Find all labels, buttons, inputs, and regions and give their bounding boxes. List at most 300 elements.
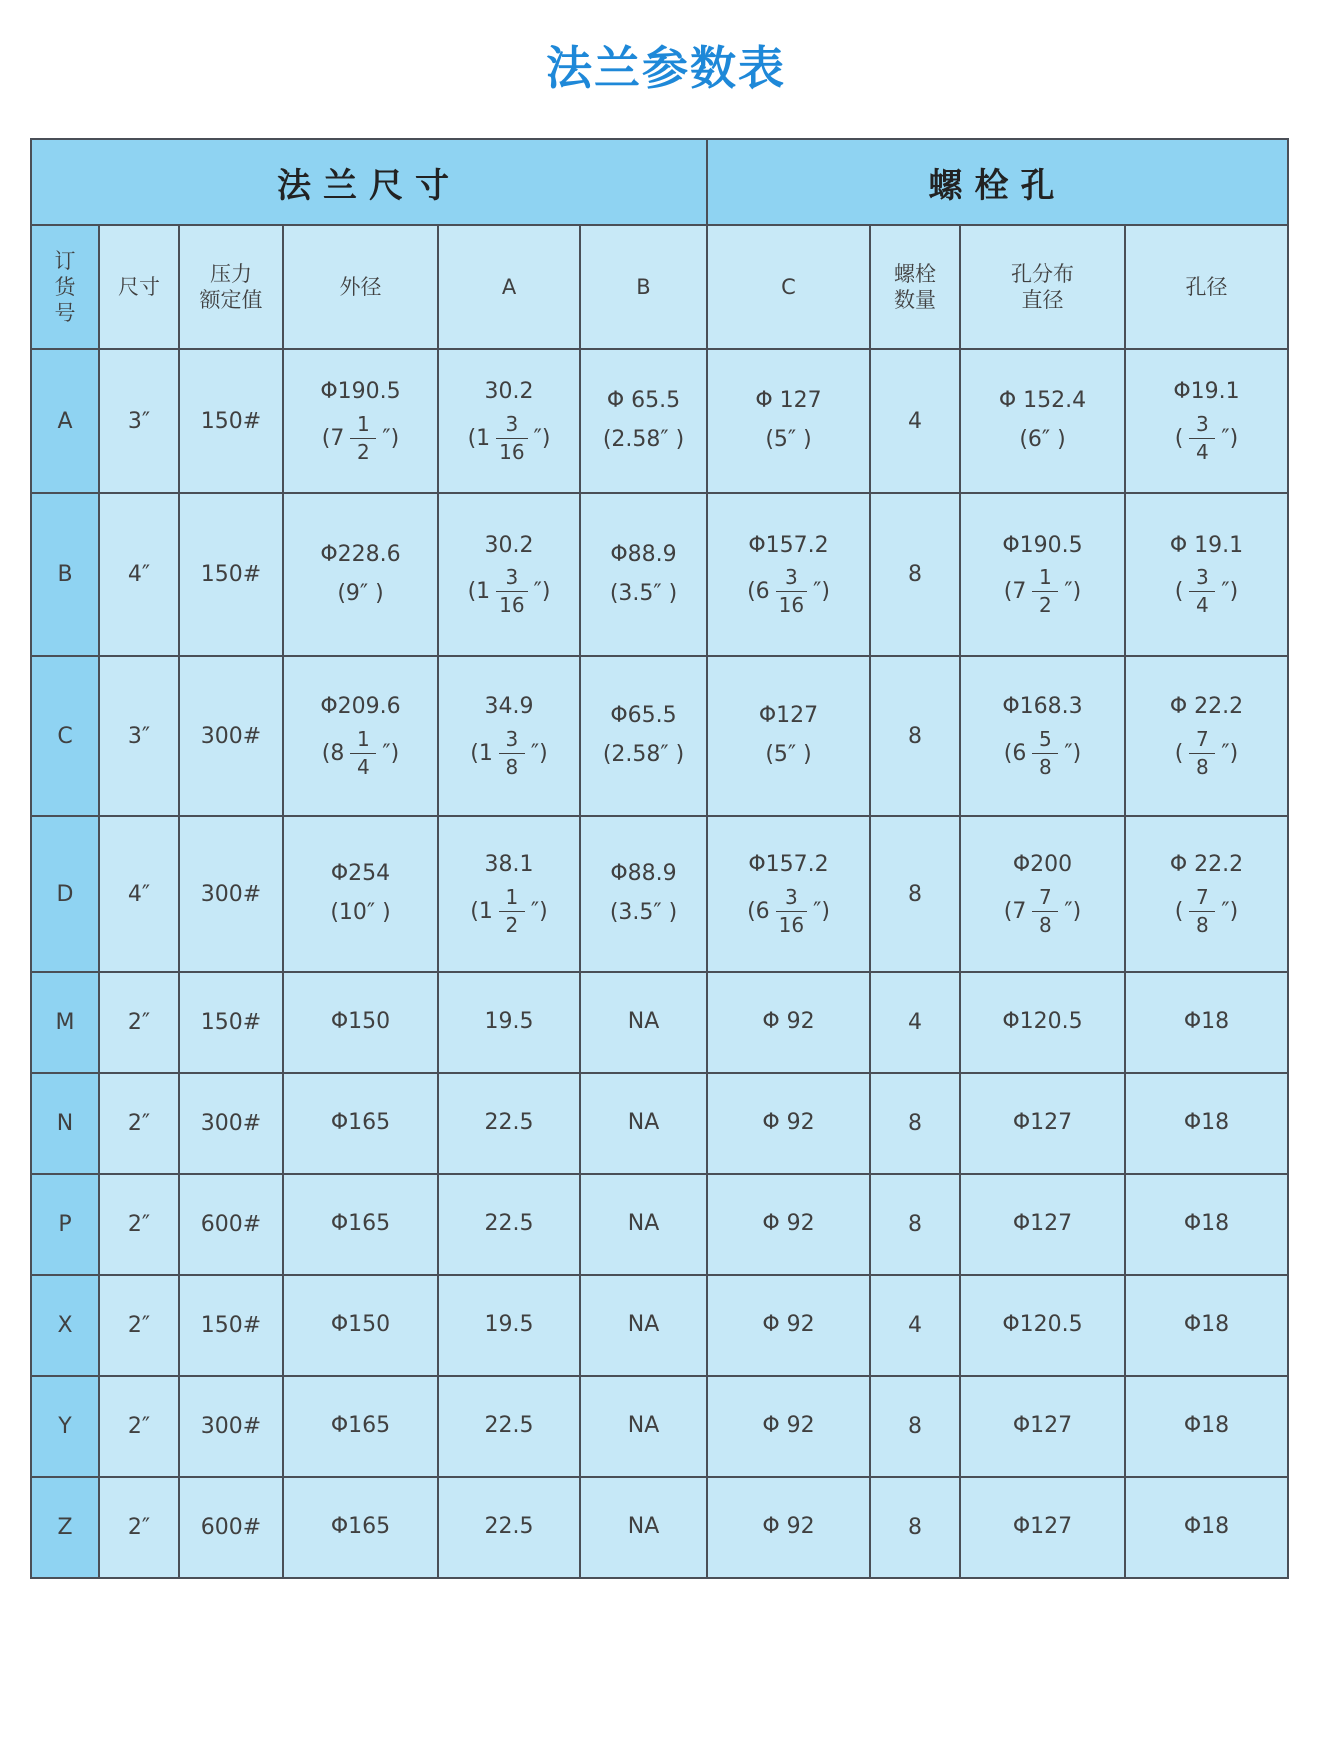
cell-b: [580, 493, 707, 656]
cell-outer-content: [284, 378, 437, 464]
cell-outer-content: [284, 1109, 437, 1138]
cell-hole-diameter: [1125, 493, 1288, 656]
cell-metric-value: Φ120.5: [1002, 1312, 1083, 1338]
fraction-prefix: (7: [1003, 579, 1027, 605]
cell-bolt-count: 8: [870, 656, 960, 816]
cell-pcd: [960, 493, 1125, 656]
fraction: [776, 886, 807, 937]
cell-metric-value: Φ 152.4: [998, 388, 1087, 414]
cell-a: [438, 349, 580, 493]
cell-a-content: [439, 1412, 579, 1441]
cell-hole-diameter-content: [1126, 1109, 1287, 1138]
cell-hole-diameter: [1125, 972, 1288, 1073]
fraction-suffix: ″): [533, 425, 551, 451]
cell-hole-diameter-content: [1126, 1311, 1287, 1340]
cell-metric-value: Φ88.9: [610, 541, 677, 567]
table-row: [31, 349, 1288, 493]
cell-c-content: [708, 1311, 869, 1340]
cell-outer-content: [284, 1210, 437, 1239]
cell-metric-value: Φ 22.2: [1169, 694, 1244, 720]
fraction-bar: [496, 438, 527, 439]
cell-metric-value: Φ 92: [762, 1110, 815, 1136]
cell-a: [438, 1073, 580, 1174]
fraction-denominator: 8: [505, 754, 519, 779]
cell-hole-diameter: [1125, 816, 1288, 972]
cell-metric-value: Φ200: [1012, 852, 1073, 878]
cell-size: 2″: [99, 1275, 179, 1376]
cell-a: [438, 1174, 580, 1275]
fraction-bar: [1032, 591, 1058, 592]
cell-imperial-fraction: [468, 566, 551, 617]
cell-order-number: C: [31, 656, 99, 816]
cell-pcd: [960, 972, 1125, 1073]
cell-c-content: [708, 702, 869, 769]
cell-size: 2″: [99, 972, 179, 1073]
fraction-denominator: 4: [1196, 439, 1209, 464]
cell-metric-value: 19.5: [484, 1009, 534, 1035]
fraction-bar: [499, 911, 525, 912]
cell-c: [707, 656, 870, 816]
col-header-order-char: 货: [54, 274, 76, 299]
cell-pressure-rating: 600#: [179, 1477, 283, 1578]
cell-c: [707, 816, 870, 972]
col-header-pcd-line: 直径: [1021, 288, 1064, 312]
cell-c-content: [708, 532, 869, 618]
fraction-denominator: 8: [1039, 754, 1052, 779]
col-header-b: B: [580, 225, 707, 349]
cell-a-content: [439, 693, 579, 779]
cell-size: 3″: [99, 349, 179, 493]
cell-outer-content: [284, 1412, 437, 1441]
cell-pcd: [960, 1477, 1125, 1578]
cell-metric-value: Φ127: [1012, 1413, 1073, 1439]
col-header-order-char: 号: [54, 301, 76, 326]
cell-b-content: [581, 541, 706, 608]
cell-pcd: [960, 1275, 1125, 1376]
cell-c-content: [708, 1412, 869, 1441]
col-header-outer-diameter: 外径: [283, 225, 438, 349]
col-header-hole-diameter: 孔径: [1125, 225, 1288, 349]
cell-a-content: [439, 1311, 579, 1340]
cell-metric-value: NA: [627, 1413, 660, 1439]
cell-bolt-count: 8: [870, 1477, 960, 1578]
fraction: [1189, 566, 1215, 617]
cell-bolt-count: 8: [870, 1174, 960, 1275]
cell-hole-diameter: [1125, 1174, 1288, 1275]
cell-pcd: [960, 1174, 1125, 1275]
fraction-prefix: (6: [747, 579, 770, 605]
cell-bolt-count: 8: [870, 493, 960, 656]
fraction-prefix: (: [1174, 579, 1184, 605]
cell-size: 3″: [99, 656, 179, 816]
cell-metric-value: Φ 92: [762, 1312, 815, 1338]
fraction-suffix: ″): [530, 740, 548, 766]
cell-c-content: [708, 1109, 869, 1138]
cell-hole-diameter: [1125, 349, 1288, 493]
cell-pcd: [960, 1073, 1125, 1174]
cell-bolt-count: 8: [870, 1376, 960, 1477]
cell-b-content: [581, 1412, 706, 1441]
cell-metric-value: Φ165: [330, 1514, 391, 1540]
cell-c: [707, 1275, 870, 1376]
cell-hole-diameter-content: [1126, 1412, 1287, 1441]
fraction-denominator: 16: [778, 593, 805, 618]
cell-metric-value: Φ165: [330, 1211, 391, 1237]
cell-imperial-fraction: [470, 728, 547, 779]
fraction-numerator: 7: [1196, 726, 1209, 751]
cell-outer-content: [284, 541, 437, 608]
cell-metric-value: Φ18: [1183, 1110, 1230, 1136]
cell-metric-value: Φ165: [330, 1413, 391, 1439]
fraction-denominator: 4: [1196, 593, 1209, 618]
cell-pressure-rating: 150#: [179, 349, 283, 493]
cell-metric-value: Φ 19.1: [1169, 532, 1244, 558]
cell-pressure-rating: 150#: [179, 1275, 283, 1376]
cell-metric-value: NA: [627, 1110, 660, 1136]
fraction-prefix: (7: [321, 425, 345, 451]
cell-pressure-rating: 600#: [179, 1174, 283, 1275]
cell-c-content: [708, 1513, 869, 1542]
cell-pressure-rating: 150#: [179, 493, 283, 656]
table-row: [31, 972, 1288, 1073]
cell-metric-value: Φ127: [1012, 1110, 1073, 1136]
table-row: [31, 656, 1288, 816]
fraction-suffix: ″): [382, 740, 400, 766]
cell-metric-value: Φ190.5: [1002, 532, 1083, 558]
fraction-bar: [1189, 753, 1215, 754]
group-header-row: [31, 139, 1288, 225]
cell-metric-value: 30.2: [484, 532, 534, 558]
col-header-bolt-count-line: 数量: [894, 288, 936, 312]
fraction-numerator: 1: [357, 411, 370, 436]
fraction-bar: [496, 591, 527, 592]
fraction-denominator: 4: [357, 754, 370, 779]
cell-hole-diameter-content: [1126, 532, 1287, 618]
cell-bolt-count: 4: [870, 972, 960, 1073]
table-row: [31, 816, 1288, 972]
fraction-suffix: ″): [1221, 425, 1239, 451]
fraction-prefix: (: [1174, 425, 1184, 451]
cell-a-content: [439, 1513, 579, 1542]
cell-b: [580, 1376, 707, 1477]
cell-bolt-count: 4: [870, 349, 960, 493]
cell-imperial-fraction: [1175, 728, 1238, 779]
cell-order-number: A: [31, 349, 99, 493]
cell-a: [438, 1376, 580, 1477]
cell-imperial-value: (2.58″ ): [602, 427, 685, 452]
fraction-prefix: (1: [467, 425, 491, 451]
cell-metric-value: Φ 92: [762, 1413, 815, 1439]
fraction-suffix: ″): [382, 425, 400, 451]
cell-size: 2″: [99, 1174, 179, 1275]
fraction-numerator: 7: [1039, 884, 1052, 909]
fraction-prefix: (7: [1003, 898, 1027, 924]
cell-metric-value: Φ150: [330, 1312, 391, 1338]
table-body: [31, 349, 1288, 1578]
fraction: [1189, 413, 1215, 464]
cell-metric-value: Φ18: [1183, 1514, 1230, 1540]
col-header-pressure-rating: [179, 225, 283, 349]
fraction-suffix: ″): [530, 898, 548, 924]
cell-metric-value: 22.5: [484, 1514, 534, 1540]
fraction-prefix: (6: [747, 898, 770, 924]
cell-imperial-fraction: [468, 413, 551, 464]
cell-hole-diameter: [1125, 1376, 1288, 1477]
cell-size: 4″: [99, 493, 179, 656]
table-row: [31, 493, 1288, 656]
cell-metric-value: Φ168.3: [1002, 694, 1083, 720]
cell-outer: [283, 1174, 438, 1275]
cell-pcd-content: [961, 1008, 1124, 1037]
fraction-numerator: 1: [505, 884, 519, 909]
cell-metric-value: Φ209.6: [320, 694, 401, 720]
cell-metric-value: Φ18: [1183, 1413, 1230, 1439]
cell-b-content: [581, 387, 706, 454]
cell-hole-diameter-content: [1126, 1210, 1287, 1239]
cell-c: [707, 493, 870, 656]
fraction: [350, 413, 376, 464]
cell-hole-diameter-content: [1126, 693, 1287, 779]
cell-hole-diameter: [1125, 1275, 1288, 1376]
cell-c: [707, 1376, 870, 1477]
fraction-bar: [1189, 591, 1215, 592]
cell-b: [580, 1275, 707, 1376]
cell-b-content: [581, 1513, 706, 1542]
fraction-prefix: (1: [470, 740, 493, 766]
fraction-numerator: 3: [785, 565, 798, 590]
fraction-denominator: 8: [1196, 754, 1209, 779]
col-header-order-char: 订: [54, 248, 76, 273]
table-row: [31, 1477, 1288, 1578]
fraction: [496, 413, 527, 464]
cell-order-number: Y: [31, 1376, 99, 1477]
flange-parameter-table: [30, 138, 1289, 1579]
cell-hole-diameter: [1125, 1477, 1288, 1578]
cell-metric-value: 22.5: [484, 1211, 534, 1237]
cell-b: [580, 656, 707, 816]
cell-outer: [283, 1275, 438, 1376]
fraction-denominator: 2: [1039, 593, 1052, 618]
fraction-denominator: 8: [1039, 912, 1052, 937]
cell-c-content: [708, 387, 869, 454]
col-header-order-number: [31, 225, 99, 349]
cell-pressure-rating: 300#: [179, 1376, 283, 1477]
cell-b-content: [581, 860, 706, 927]
cell-outer-content: [284, 1008, 437, 1037]
fraction-suffix: ″): [1221, 579, 1239, 605]
fraction: [776, 566, 807, 617]
cell-metric-value: Φ127: [758, 703, 819, 729]
cell-outer-content: [284, 693, 437, 779]
fraction-prefix: (: [1174, 740, 1184, 766]
table-row: [31, 1073, 1288, 1174]
cell-b: [580, 1073, 707, 1174]
cell-metric-value: Φ18: [1183, 1009, 1230, 1035]
cell-imperial-value: (10″ ): [330, 900, 391, 925]
cell-metric-value: Φ157.2: [748, 532, 829, 558]
fraction-denominator: 2: [505, 912, 519, 937]
cell-metric-value: 38.1: [484, 852, 534, 878]
cell-metric-value: Φ65.5: [610, 703, 677, 729]
cell-metric-value: Φ150: [330, 1009, 391, 1035]
fraction: [1189, 728, 1215, 779]
cell-metric-value: Φ 92: [762, 1514, 815, 1540]
cell-metric-value: Φ18: [1183, 1211, 1230, 1237]
cell-pcd: [960, 816, 1125, 972]
cell-imperial-fraction: [1175, 886, 1238, 937]
cell-b-content: [581, 1109, 706, 1138]
fraction-prefix: (1: [470, 898, 493, 924]
cell-order-number: B: [31, 493, 99, 656]
cell-size: 4″: [99, 816, 179, 972]
cell-pcd-content: [961, 387, 1124, 454]
cell-a: [438, 1477, 580, 1578]
cell-metric-value: Φ 22.2: [1169, 852, 1244, 878]
cell-pressure-rating: 150#: [179, 972, 283, 1073]
cell-metric-value: 22.5: [484, 1110, 534, 1136]
cell-pcd-content: [961, 1513, 1124, 1542]
fraction-prefix: (1: [467, 579, 491, 605]
cell-b: [580, 816, 707, 972]
cell-b: [580, 1477, 707, 1578]
cell-imperial-fraction: [470, 886, 547, 937]
cell-c: [707, 972, 870, 1073]
fraction-numerator: 3: [1196, 411, 1209, 436]
cell-outer-content: [284, 1311, 437, 1340]
cell-outer: [283, 1073, 438, 1174]
cell-imperial-value: (2.58″ ): [602, 742, 685, 767]
fraction-numerator: 5: [1039, 726, 1052, 751]
fraction-denominator: 8: [1196, 912, 1209, 937]
fraction-denominator: 2: [357, 439, 370, 464]
cell-imperial-fraction: [322, 728, 399, 779]
cell-imperial-fraction: [1175, 566, 1238, 617]
col-header-bolt-count: [870, 225, 960, 349]
cell-metric-value: 19.5: [484, 1312, 534, 1338]
col-header-pitch-circle-diameter: [960, 225, 1125, 349]
cell-metric-value: Φ18: [1183, 1312, 1230, 1338]
cell-order-number: M: [31, 972, 99, 1073]
cell-outer: [283, 656, 438, 816]
fraction-bar: [1032, 753, 1058, 754]
cell-metric-value: 34.9: [484, 694, 534, 720]
fraction-prefix: (8: [321, 740, 345, 766]
col-header-size: 尺寸: [99, 225, 179, 349]
cell-imperial-fraction: [747, 566, 830, 617]
cell-order-number: P: [31, 1174, 99, 1275]
group-header-flange-size: 法兰尺寸: [31, 139, 707, 225]
fraction-bar: [350, 753, 376, 754]
fraction-suffix: ″): [813, 898, 830, 924]
cell-imperial-fraction: [1004, 566, 1081, 617]
cell-outer: [283, 1376, 438, 1477]
cell-metric-value: Φ 65.5: [606, 388, 681, 414]
fraction-numerator: 1: [357, 726, 370, 751]
cell-b-content: [581, 1210, 706, 1239]
col-header-pressure-line: 压力: [210, 261, 252, 286]
cell-order-number: X: [31, 1275, 99, 1376]
fraction: [499, 886, 525, 937]
cell-pcd: [960, 1376, 1125, 1477]
cell-a-content: [439, 1109, 579, 1138]
cell-outer: [283, 1477, 438, 1578]
col-header-bolt-count-line: 螺栓: [894, 261, 936, 286]
cell-pcd-content: [961, 1109, 1124, 1138]
cell-bolt-count: 8: [870, 816, 960, 972]
cell-pressure-rating: 300#: [179, 1073, 283, 1174]
cell-metric-value: NA: [627, 1211, 660, 1237]
cell-metric-value: NA: [627, 1009, 660, 1035]
fraction-bar: [1189, 911, 1215, 912]
table-row: [31, 1174, 1288, 1275]
cell-hole-diameter-content: [1126, 1008, 1287, 1037]
cell-pcd-content: [961, 693, 1124, 779]
cell-b-content: [581, 1008, 706, 1037]
cell-pcd-content: [961, 851, 1124, 937]
col-header-a: A: [438, 225, 580, 349]
cell-pcd-content: [961, 1311, 1124, 1340]
fraction-suffix: ″): [1221, 740, 1239, 766]
cell-outer: [283, 972, 438, 1073]
cell-metric-value: Φ120.5: [1002, 1009, 1083, 1035]
cell-pcd-content: [961, 1210, 1124, 1239]
cell-b-content: [581, 702, 706, 769]
cell-metric-value: Φ127: [1012, 1514, 1073, 1540]
col-header-c: C: [707, 225, 870, 349]
fraction-denominator: 16: [778, 912, 805, 937]
table-row: [31, 1275, 1288, 1376]
fraction-bar: [1189, 438, 1215, 439]
cell-a: [438, 493, 580, 656]
cell-bolt-count: 4: [870, 1275, 960, 1376]
cell-hole-diameter: [1125, 656, 1288, 816]
cell-pcd-content: [961, 1412, 1124, 1441]
cell-order-number: N: [31, 1073, 99, 1174]
fraction-numerator: 3: [505, 726, 519, 751]
cell-metric-value: 22.5: [484, 1413, 534, 1439]
cell-b: [580, 349, 707, 493]
fraction-numerator: 7: [1196, 884, 1209, 909]
cell-outer: [283, 816, 438, 972]
fraction-suffix: ″): [533, 579, 551, 605]
cell-hole-diameter-content: [1126, 378, 1287, 464]
cell-metric-value: Φ 92: [762, 1211, 815, 1237]
cell-pcd: [960, 349, 1125, 493]
cell-metric-value: NA: [627, 1514, 660, 1540]
fraction-prefix: (6: [1003, 740, 1027, 766]
cell-a: [438, 816, 580, 972]
cell-size: 2″: [99, 1477, 179, 1578]
fraction-bar: [776, 911, 807, 912]
cell-a-content: [439, 378, 579, 464]
cell-outer: [283, 349, 438, 493]
cell-metric-value: 30.2: [484, 379, 534, 405]
cell-imperial-fraction: [322, 413, 399, 464]
cell-metric-value: Φ88.9: [610, 861, 677, 887]
cell-metric-value: Φ 92: [762, 1009, 815, 1035]
cell-pressure-rating: 300#: [179, 816, 283, 972]
fraction-denominator: 16: [499, 593, 525, 618]
cell-imperial-fraction: [1004, 728, 1081, 779]
fraction: [1032, 728, 1058, 779]
cell-pressure-rating: 300#: [179, 656, 283, 816]
cell-b-content: [581, 1311, 706, 1340]
fraction-bar: [350, 438, 376, 439]
cell-metric-value: Φ19.1: [1173, 379, 1240, 405]
cell-metric-value: Φ190.5: [320, 379, 401, 405]
fraction-denominator: 16: [499, 439, 525, 464]
fraction-suffix: ″): [1064, 898, 1082, 924]
